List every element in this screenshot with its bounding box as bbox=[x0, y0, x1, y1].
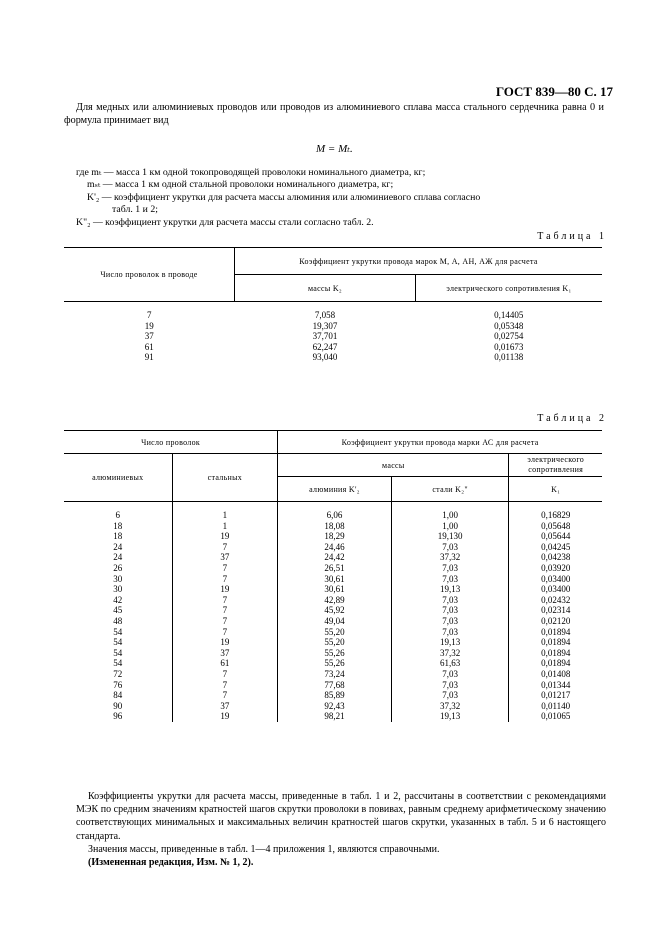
table-row bbox=[64, 342, 602, 353]
t1-cell-mass: 7,058 bbox=[314, 310, 336, 320]
t2-cell-al: 54 bbox=[64, 648, 172, 659]
table2-caption: Таблица 2 bbox=[537, 413, 607, 424]
t2-cell-k-al: 6,06 bbox=[278, 502, 392, 521]
table-row bbox=[64, 669, 602, 680]
t2-cell-st: 37 bbox=[172, 648, 278, 659]
table-row bbox=[64, 574, 602, 585]
t2-cell-k-st: 37,32 bbox=[391, 552, 509, 563]
t1-col-mass: массы K₂ bbox=[235, 275, 416, 302]
table-row bbox=[64, 531, 602, 542]
t2-cell-st: 7 bbox=[172, 574, 278, 585]
definition-mst: mₛₜ — масса 1 км одной стальной проволоки номинального диаметра, кг; bbox=[87, 179, 394, 191]
t2-cell-st: 7 bbox=[172, 616, 278, 627]
formula: M = Mₜ. bbox=[316, 143, 353, 155]
t2-cell-k1: 0,03920 bbox=[541, 562, 571, 573]
table-row bbox=[64, 711, 602, 722]
t2-cell-k-st: 37,32 bbox=[391, 648, 509, 659]
definitions bbox=[76, 167, 480, 229]
t2-cell-k-al: 55,20 bbox=[278, 627, 392, 638]
t2-cell-st: 7 bbox=[172, 680, 278, 691]
t2-cell-al: 54 bbox=[64, 637, 172, 648]
t2-cell-k1: 0,03400 bbox=[541, 584, 571, 595]
t2-cell-k-al: 98,21 bbox=[278, 711, 392, 722]
t2-cell-k1: 0,01894 bbox=[541, 637, 571, 648]
t2-cell-k-st: 37,32 bbox=[391, 701, 509, 712]
table-row bbox=[64, 563, 602, 574]
t1-cell-mass: 93,040 bbox=[312, 352, 338, 363]
table-row bbox=[64, 584, 602, 595]
t2-cell-st: 37 bbox=[172, 701, 278, 712]
intro-paragraph: Для медных или алюминиевых проводов или проводов из алюминиевого сплава масса стального сердечника равна 0 и формула принимает вид bbox=[64, 102, 604, 126]
table-row bbox=[64, 302, 602, 321]
t2-cell-k-al: 30,61 bbox=[278, 574, 392, 585]
t1-cell-res: 0,01673 bbox=[494, 341, 524, 352]
table-row bbox=[64, 680, 602, 691]
table-row bbox=[64, 701, 602, 712]
table-row bbox=[64, 616, 602, 627]
footer-paragraph-1: Коэффициенты укрутки для расчета массы, приведенные в табл. 1 и 2, рассчитаны в соответствии с рекомендациями МЭК по средним значениям кратностей шагов скрутки проволоки в повивах, равным среднему арифметическому значению соответствующих минимальных и максимальных величин кратностей шагов скрутки, указанных в табл. 5 и 6 настоящего стандарта. bbox=[76, 791, 606, 842]
t2-cell-st: 7 bbox=[172, 542, 278, 553]
t1-cell-wires: 61 bbox=[144, 341, 154, 352]
table-row bbox=[64, 321, 602, 332]
table-row bbox=[64, 352, 602, 363]
t2-cell-k-st: 19,13 bbox=[391, 637, 509, 648]
table-row bbox=[64, 690, 602, 701]
t2-cell-k1: 0,02314 bbox=[541, 605, 571, 616]
t2-cell-al: 48 bbox=[64, 616, 172, 627]
t2-cell-k1: 0,05644 bbox=[541, 531, 571, 542]
t2-cell-k-st: 1,00 bbox=[391, 521, 509, 532]
t2-cell-k-st: 7,03 bbox=[391, 690, 509, 701]
t2-cell-k-st: 7,03 bbox=[391, 616, 509, 627]
t2-cell-st: 7 bbox=[172, 563, 278, 574]
t1-cell-res: 0,14405 bbox=[494, 310, 524, 320]
t1-col-wires: Число проволок в проводе bbox=[64, 248, 235, 302]
t2-cell-al: 18 bbox=[64, 521, 172, 532]
t2-cell-k-st: 7,03 bbox=[391, 680, 509, 691]
t1-cell-res: 0,05348 bbox=[494, 320, 524, 331]
t2-cell-al: 54 bbox=[64, 627, 172, 638]
table-row bbox=[64, 648, 602, 659]
t2-cell-k1: 0,16829 bbox=[541, 510, 571, 520]
t2-cell-k-al: 77,68 bbox=[278, 680, 392, 691]
table-2 bbox=[64, 430, 602, 722]
t2-cell-k-al: 55,26 bbox=[278, 648, 392, 659]
footer-text bbox=[76, 790, 606, 869]
t2-cell-k1: 0,01217 bbox=[541, 690, 571, 701]
t1-cell-mass: 37,701 bbox=[312, 331, 338, 342]
t2-cell-k-st: 7,03 bbox=[391, 669, 509, 680]
footer-revision-note: (Измененная редакция, Изм. № 1, 2). bbox=[88, 857, 254, 869]
t2-cell-k1: 0,01894 bbox=[541, 647, 571, 658]
t2-cell-k1: 0,02120 bbox=[541, 615, 571, 626]
t2-cell-k-al: 73,24 bbox=[278, 669, 392, 680]
t2-cell-k-al: 18,08 bbox=[278, 521, 392, 532]
t2-cell-al: 96 bbox=[64, 711, 172, 722]
t2-cell-k1: 0,01344 bbox=[541, 679, 571, 690]
table1-caption: Таблица 1 bbox=[537, 231, 607, 242]
t1-cell-wires: 7 bbox=[147, 310, 152, 320]
t2-col-st: стальных bbox=[172, 454, 278, 502]
t2-cell-k-al: 18,29 bbox=[278, 531, 392, 542]
t2-cell-al: 30 bbox=[64, 584, 172, 595]
t2-cell-al: 30 bbox=[64, 574, 172, 585]
t2-cell-k1: 0,01894 bbox=[541, 626, 571, 637]
table-row bbox=[64, 658, 602, 669]
table-row bbox=[64, 542, 602, 553]
t2-cell-al: 90 bbox=[64, 701, 172, 712]
t2-cell-k-st: 19,13 bbox=[391, 711, 509, 722]
t2-cell-st: 19 bbox=[172, 711, 278, 722]
t1-cell-wires: 19 bbox=[144, 320, 154, 331]
t1-cell-mass: 19,307 bbox=[312, 320, 338, 331]
t2-cell-k1: 0,01065 bbox=[541, 711, 571, 722]
definition-k2-prime-cont: табл. 1 и 2; bbox=[112, 204, 158, 216]
definition-k2-double: K"₂ — коэффициент укрутки для расчета массы стали согласно табл. 2. bbox=[76, 216, 374, 228]
table-row bbox=[64, 552, 602, 563]
t2-cell-k-al: 45,92 bbox=[278, 605, 392, 616]
table-row bbox=[64, 502, 602, 521]
t2-cell-st: 37 bbox=[172, 552, 278, 563]
t2-cell-al: 18 bbox=[64, 531, 172, 542]
t2-cell-k-st: 1,00 bbox=[391, 502, 509, 521]
table-row bbox=[64, 595, 602, 606]
t2-cell-k1: 0,01140 bbox=[541, 700, 571, 711]
t2-cell-st: 7 bbox=[172, 669, 278, 680]
table-row bbox=[64, 521, 602, 532]
t1-cell-mass: 62,247 bbox=[312, 341, 338, 352]
t1-cell-res: 0,02754 bbox=[494, 331, 524, 342]
t2-cell-st: 1 bbox=[172, 502, 278, 521]
t1-group-header: Коэффициент укрутки провода марок М, А, АН, АЖ для расчета bbox=[235, 248, 603, 275]
t2-cell-st: 61 bbox=[172, 658, 278, 669]
t2-cell-k-al: 55,26 bbox=[278, 658, 392, 669]
t1-col-res: электрического сопротивления K₁ bbox=[416, 275, 603, 302]
t2-cell-al: 76 bbox=[64, 680, 172, 691]
t2-cell-k-st: 7,03 bbox=[391, 542, 509, 553]
t2-cell-st: 7 bbox=[172, 627, 278, 638]
t2-cell-al: 6 bbox=[64, 502, 172, 521]
t2-cell-k-al: 92,43 bbox=[278, 701, 392, 712]
t2-cell-al: 45 bbox=[64, 605, 172, 616]
t2-cell-al: 84 bbox=[64, 690, 172, 701]
table-1 bbox=[64, 247, 602, 363]
t2-cell-k-st: 61,63 bbox=[391, 658, 509, 669]
t2-cell-k-st: 7,03 bbox=[391, 595, 509, 606]
t2-cell-k1: 0,01894 bbox=[541, 658, 571, 669]
t2-cell-k-al: 55,20 bbox=[278, 637, 392, 648]
t2-cell-k1: 0,02432 bbox=[541, 594, 571, 605]
t2-cell-al: 54 bbox=[64, 658, 172, 669]
table-row bbox=[64, 627, 602, 638]
table-row bbox=[64, 605, 602, 616]
t1-cell-wires: 37 bbox=[144, 331, 154, 342]
t2-cell-st: 19 bbox=[172, 584, 278, 595]
t2-cell-k1: 0,04245 bbox=[541, 541, 571, 552]
definition-mt: где mₜ — масса 1 км одной токопроводящей проволоки номинального диаметра, кг; bbox=[76, 167, 426, 178]
t1-cell-wires: 91 bbox=[144, 352, 154, 363]
t2-cell-st: 1 bbox=[172, 521, 278, 532]
t2-cell-k-st: 19,130 bbox=[391, 531, 509, 542]
t2-col-al: алюминиевых bbox=[64, 454, 172, 502]
t2-cell-al: 24 bbox=[64, 552, 172, 563]
page-header: ГОСТ 839—80 С. 17 bbox=[495, 84, 613, 99]
t2-cell-st: 19 bbox=[172, 637, 278, 648]
t2-col-mass: массы bbox=[278, 454, 509, 477]
t2-cell-k-al: 49,04 bbox=[278, 616, 392, 627]
t2-cell-st: 7 bbox=[172, 605, 278, 616]
t2-cell-k-st: 7,03 bbox=[391, 563, 509, 574]
t2-cell-k-al: 42,89 bbox=[278, 595, 392, 606]
t2-cell-k-al: 85,89 bbox=[278, 690, 392, 701]
t2-col-k1: K₁ bbox=[509, 477, 602, 502]
t2-cell-k-st: 7,03 bbox=[391, 574, 509, 585]
t2-cell-al: 42 bbox=[64, 595, 172, 606]
t2-cell-k-al: 24,42 bbox=[278, 552, 392, 563]
t2-cell-k-al: 24,46 bbox=[278, 542, 392, 553]
t2-cell-k-al: 26,51 bbox=[278, 563, 392, 574]
t2-col-res: электрического сопротивления bbox=[509, 454, 602, 477]
t2-cell-al: 24 bbox=[64, 542, 172, 553]
t2-cell-k-st: 19,13 bbox=[391, 584, 509, 595]
t2-cell-k1: 0,04238 bbox=[541, 552, 571, 563]
t2-cell-al: 26 bbox=[64, 563, 172, 574]
footer-paragraph-2: Значения массы, приведенные в табл. 1—4 приложения 1, являются справочными. bbox=[88, 843, 440, 855]
t2-cell-k1: 0,05648 bbox=[541, 520, 571, 531]
definition-k2-prime: K'₂ — коэффициент укрутки для расчета массы алюминия или алюминиевого сплава согласно bbox=[87, 191, 481, 203]
t2-cell-k1: 0,01408 bbox=[541, 668, 571, 679]
t2-cell-al: 72 bbox=[64, 669, 172, 680]
table-row bbox=[64, 637, 602, 648]
t2-cell-k-al: 30,61 bbox=[278, 584, 392, 595]
t2-group-header: Коэффициент укрутки провода марки АС для расчета bbox=[278, 431, 602, 454]
t2-cell-k1: 0,03400 bbox=[541, 573, 571, 584]
t2-col-al-k: алюминия K'₂ bbox=[278, 477, 392, 502]
t2-cell-k-st: 7,03 bbox=[391, 627, 509, 638]
t2-cell-st: 7 bbox=[172, 595, 278, 606]
t2-col-st-k: стали K₂" bbox=[391, 477, 509, 502]
t2-cell-k-st: 7,03 bbox=[391, 605, 509, 616]
t1-cell-res: 0,01138 bbox=[494, 352, 524, 363]
t2-col-count: Число проволок bbox=[64, 431, 278, 454]
t2-cell-st: 19 bbox=[172, 531, 278, 542]
table-row bbox=[64, 331, 602, 342]
t2-cell-st: 7 bbox=[172, 690, 278, 701]
